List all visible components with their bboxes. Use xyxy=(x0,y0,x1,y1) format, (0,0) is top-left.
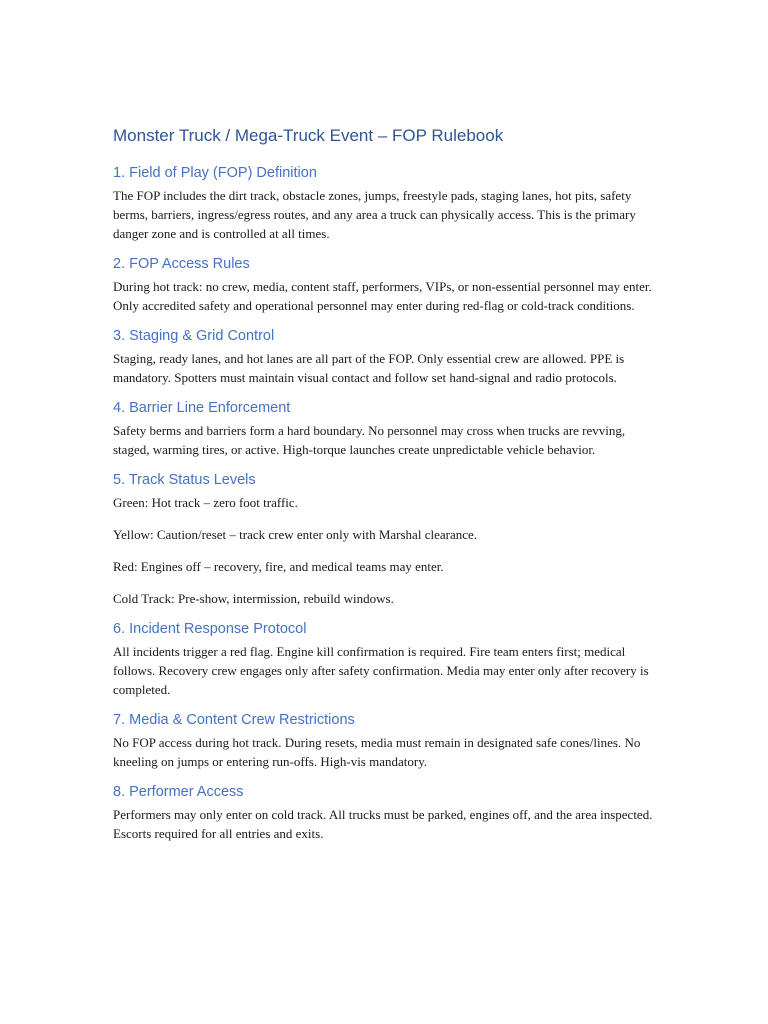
status-list xyxy=(113,493,661,608)
status-yellow: Yellow: Caution/reset – track crew enter only with Marshal clearance. xyxy=(113,527,477,542)
section-body: All incidents trigger a red flag. Engine kill confirmation is required. Fire team enters first; medical follows. Recovery crew engages only after safety confirmation. Media may enter only after recovery is completed. xyxy=(113,644,649,697)
section-incident-response xyxy=(113,620,661,699)
section-heading: 2. FOP Access Rules xyxy=(113,256,250,272)
status-red: Red: Engines off – recovery, fire, and medical teams may enter. xyxy=(113,559,444,574)
section-body: The FOP includes the dirt track, obstacle zones, jumps, freestyle pads, staging lanes, hot pits, safety berms, barriers, ingress/egress routes, and any area a truck can physically access. This is the primary danger zone and is controlled at all times. xyxy=(113,188,636,241)
section-heading: 1. Field of Play (FOP) Definition xyxy=(113,165,317,181)
section-barrier-line xyxy=(113,399,661,459)
status-cold-track: Cold Track: Pre-show, intermission, rebuild windows. xyxy=(113,591,394,606)
section-staging-grid xyxy=(113,327,661,387)
section-body: Staging, ready lanes, and hot lanes are all part of the FOP. Only essential crew are allowed. PPE is mandatory. Spotters must maintain visual contact and follow set hand-signal and radio protocols. xyxy=(113,351,625,385)
section-heading: 6. Incident Response Protocol xyxy=(113,621,307,637)
section-body: Safety berms and barriers form a hard boundary. No personnel may cross when trucks are revving, staged, warming tires, or active. High-torque launches create unpredictable vehicle behavior. xyxy=(113,423,626,457)
section-body: Performers may only enter on cold track. All trucks must be parked, engines off, and the area inspected. Escorts required for all entries and exits. xyxy=(113,807,653,841)
document-title: Monster Truck / Mega-Truck Event – FOP Rulebook xyxy=(113,126,504,145)
section-media-restrictions xyxy=(113,711,661,771)
status-green: Green: Hot track – zero foot traffic. xyxy=(113,495,298,510)
section-heading: 7. Media & Content Crew Restrictions xyxy=(113,712,355,728)
document-page xyxy=(113,124,661,855)
section-body: During hot track: no crew, media, content staff, performers, VIPs, or non-essential personnel may enter. Only accredited safety and operational personnel may enter during red-flag or cold-track conditions. xyxy=(113,279,652,313)
section-heading: 4. Barrier Line Enforcement xyxy=(113,400,291,416)
section-track-status xyxy=(113,471,661,608)
section-heading: 3. Staging & Grid Control xyxy=(113,328,275,344)
section-body: No FOP access during hot track. During resets, media must remain in designated safe cones/lines. No kneeling on jumps or entering run-offs. High-vis mandatory. xyxy=(113,735,641,769)
section-field-of-play xyxy=(113,164,661,243)
section-access-rules xyxy=(113,255,661,315)
section-performer-access xyxy=(113,783,661,843)
section-heading: 5. Track Status Levels xyxy=(113,472,256,488)
section-heading: 8. Performer Access xyxy=(113,784,244,800)
